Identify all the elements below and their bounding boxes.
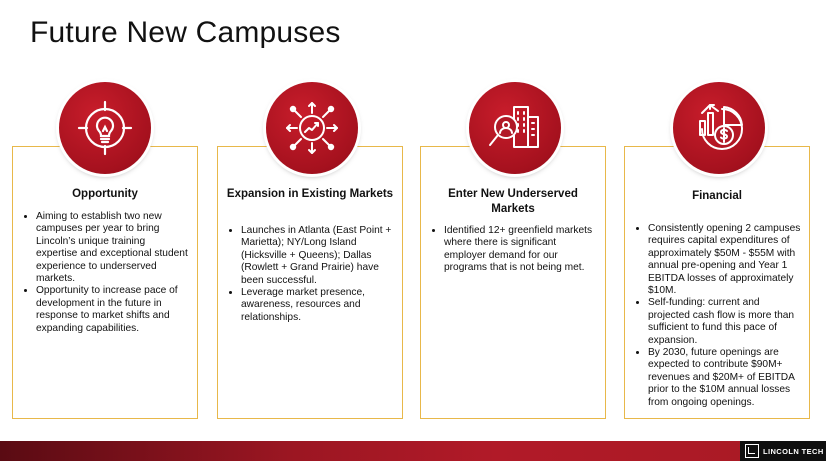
card-opportunity [12,146,198,419]
card-expansion [217,146,403,419]
logo-text: LINCOLN TECH [763,446,824,456]
bullet-list [625,223,801,409]
bullet-list [218,225,394,324]
list-item: • Opportunity to increase pace of development in the future in response to market shifts and expanding capabilities. [36,285,189,335]
list-item: • By 2030, future openings are expected to contribute $90M+ revenues and $20M+ of EBITDA prior to the $10M annual losses from ongoing openings. [648,347,801,409]
logo-mark-icon [745,444,759,458]
list-item: • Launches in Atlanta (East Point + Marietta); NY/Long Island (Hicksville + Queens); Dallas (Rowlett + Grand Prairie) have been successful. [241,225,394,287]
card-title: Expansion in Existing Markets [226,188,394,200]
card-title: Opportunity [72,188,138,200]
search-buildings-icon [469,82,561,174]
money-chart-icon [673,82,765,174]
list-item: • Aiming to establish two new campuses per year to bring Lincoln’s unique training expertise and exceptional student experience to underserved markets. [36,211,189,285]
growth-chart-arrows-icon [266,82,358,174]
list-item: • Consistently opening 2 campuses requires capital expenditures of approximately $50M - $55M with annual pre-opening and Year 1 EBITDA losses of approximately $10M. [648,223,801,297]
list-item: • Self-funding: current and projected cash flow is more than sufficient to fund this pace of expansion. [648,297,801,347]
list-item: • Leverage market presence, awareness, resources and relationships. [241,287,394,324]
card-title: Enter New Underserved Markets [448,188,578,215]
card-title: Financial [692,190,742,202]
lightbulb-target-icon [59,82,151,174]
page-title: Future New Campuses [30,16,341,49]
bullet-list [421,225,597,275]
card-financial [624,146,810,419]
list-item: • Identified 12+ greenfield markets where there is significant employer demand for our programs that is not being met. [444,225,597,275]
card-underserved-markets [420,146,606,419]
footer-bar [0,441,826,461]
lincoln-tech-logo [740,441,826,461]
bullet-list [13,211,189,335]
